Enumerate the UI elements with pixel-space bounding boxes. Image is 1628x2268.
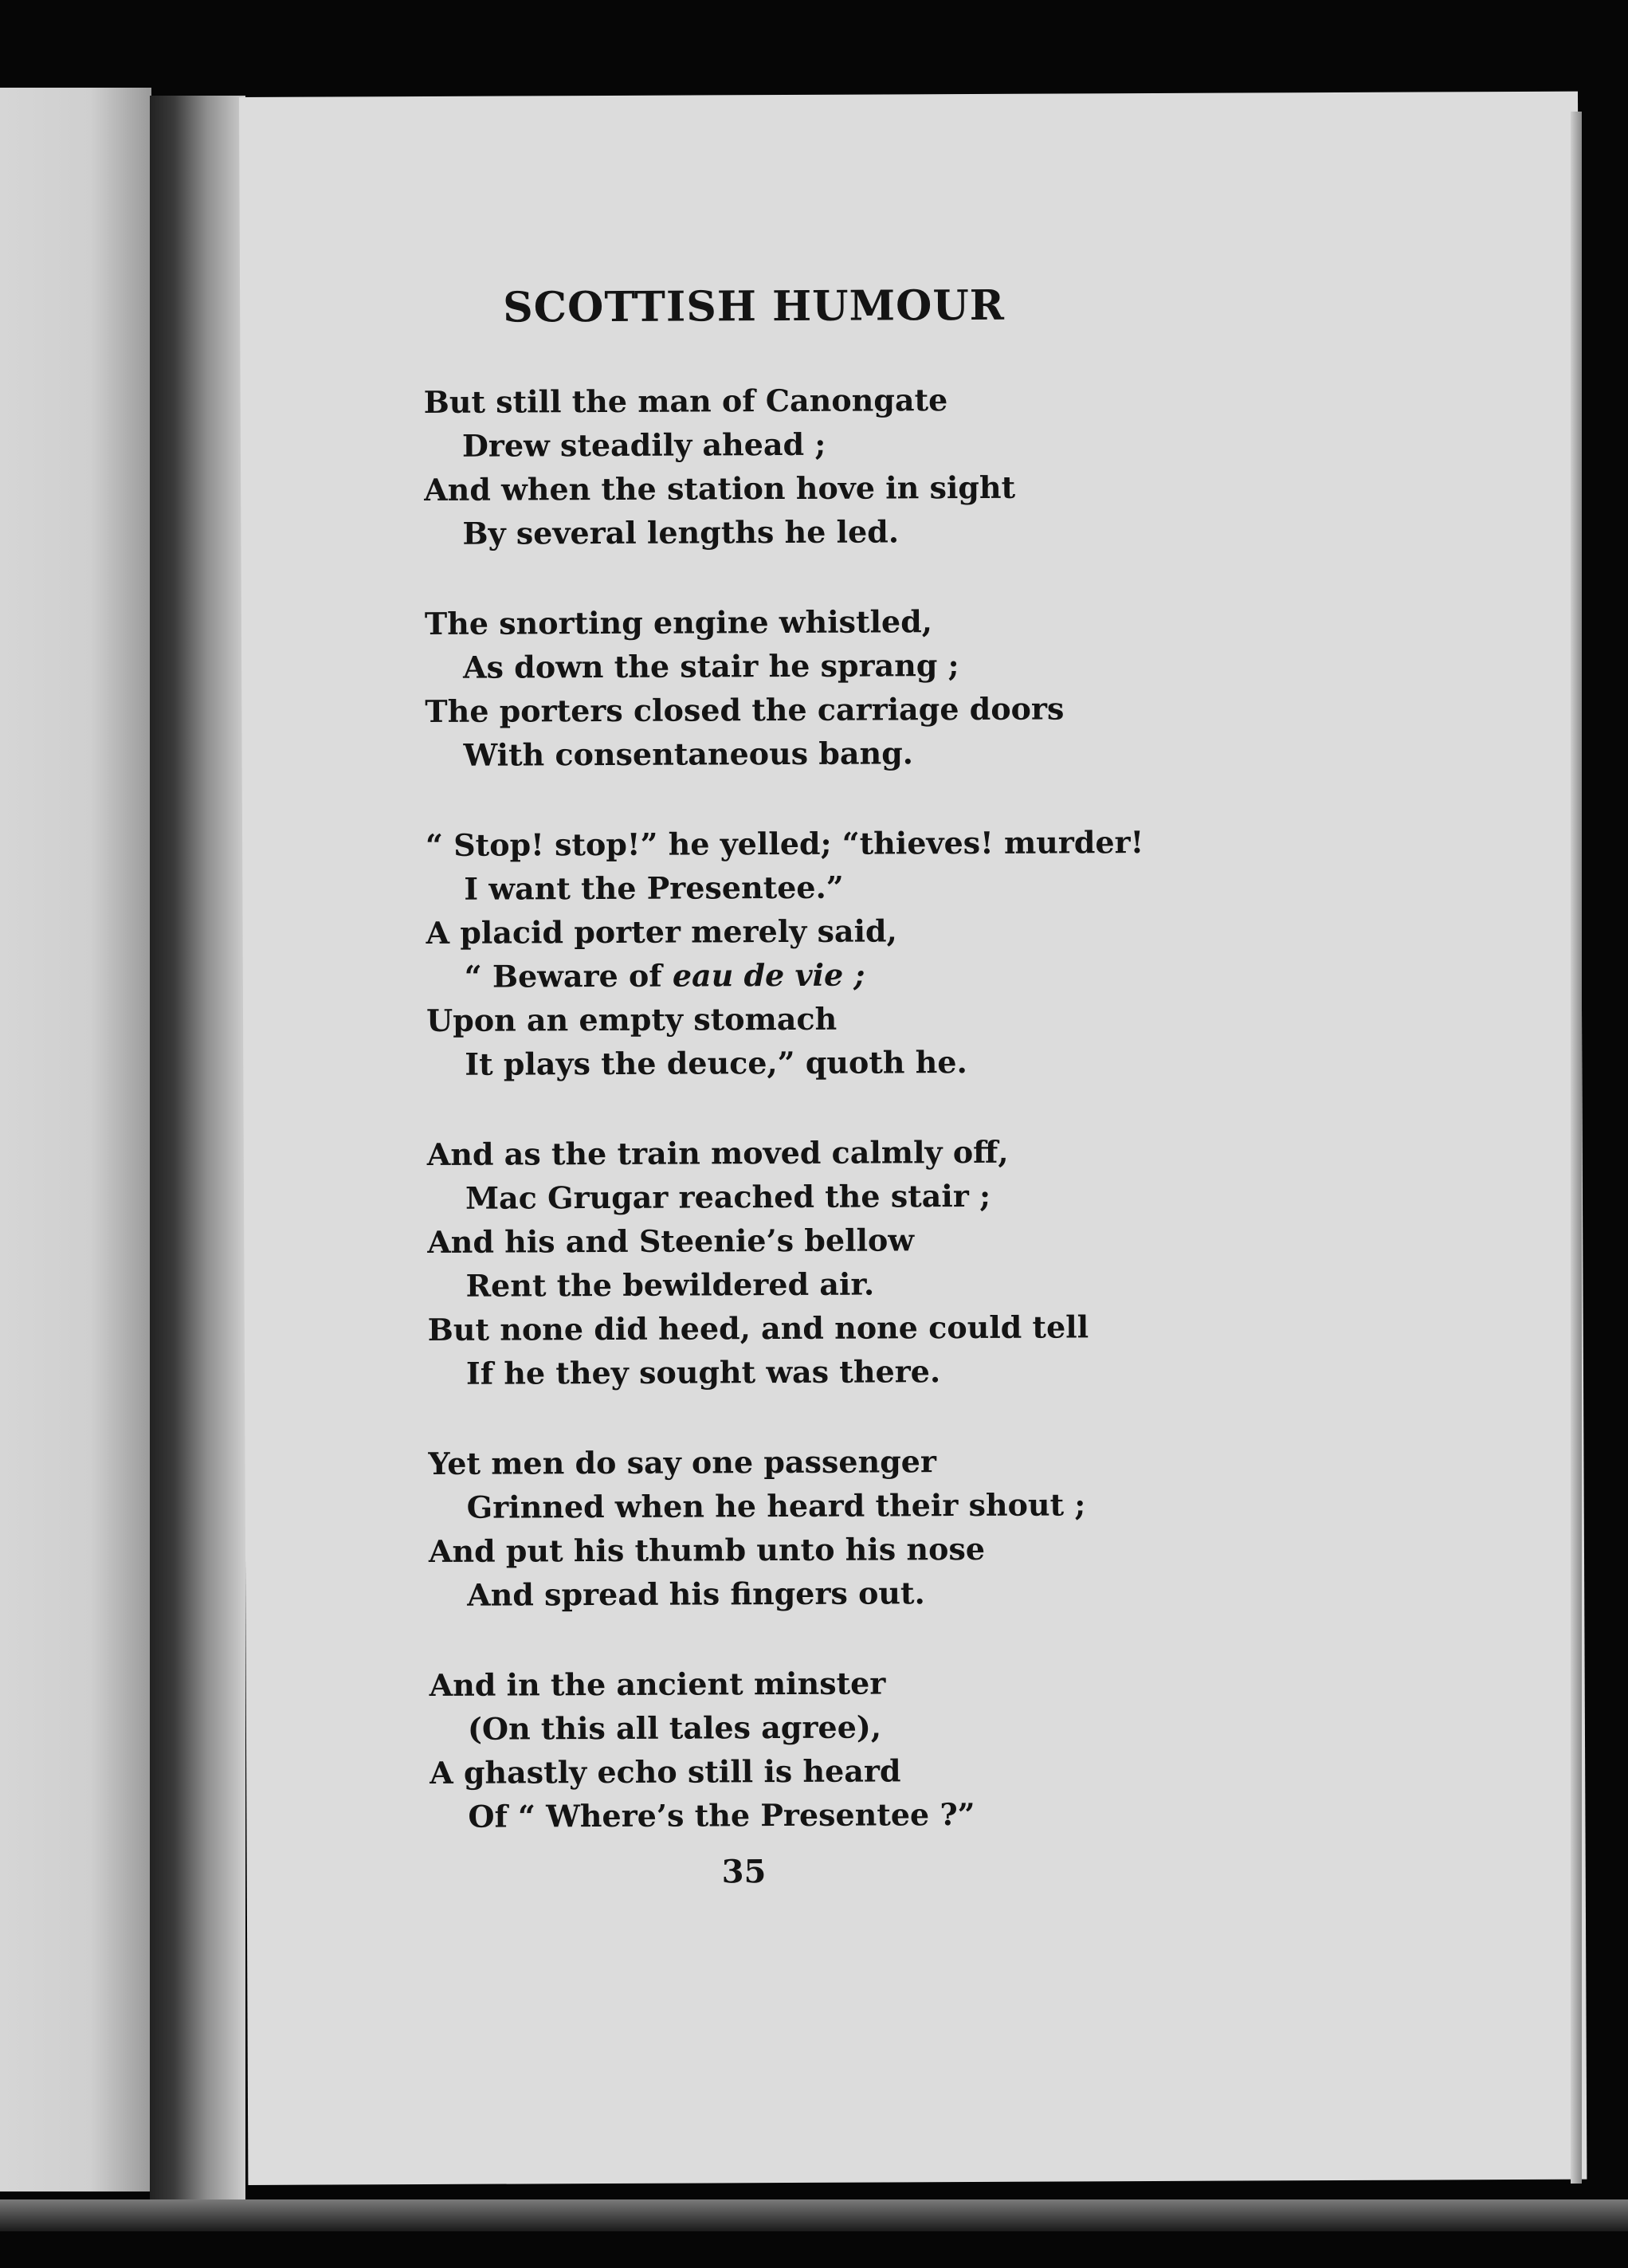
poem-line: With consentaneous bang. [463,735,914,773]
poem-line: And as the train moved calmly off, [426,1133,1009,1172]
poem-line: Drew steadily ahead ; [461,426,826,464]
poem-line: “ Stop! stop!” he yelled; “thieves! murder! [425,824,1144,863]
bottom-page-edge [0,2199,1628,2231]
poem-line: But none did heed, and none could tell [427,1309,1089,1348]
page-content [423,279,1466,1892]
poem-line: If he they sought was there. [465,1353,941,1391]
poem-line: By several lengths he led. [462,513,900,551]
poem-line: Grinned when he heard their shout ; [466,1486,1086,1525]
poem-line: Upon an empty stomach [426,1000,838,1038]
book-gutter-shadow [150,96,245,2207]
poem-line: And his and Steenie’s bellow [427,1222,915,1260]
poem-line: Yet men do say one passenger [428,1443,937,1481]
poem-line: Mac Grugar reached the stair ; [465,1177,991,1216]
poem-line: Rent the bewildered air. [465,1265,875,1304]
poem-line: Of “ Where’s the Presentee ?” [468,1795,975,1834]
stanza-5 [428,1437,1465,1617]
poem-line: As down the stair he sprang ; [463,647,959,685]
poem-line: The porters closed the carriage doors [425,690,1065,729]
running-head: SCOTTISH HUMOUR [503,281,1006,332]
poem-line: It plays the deuce,” quoth he. [465,1044,967,1082]
poem-line: The snorting engine whistled, [424,603,933,642]
poem-line-roman: “ Beware of [464,957,673,995]
poem-line: A ghastly echo still is heard [430,1752,901,1791]
poem-line [426,950,1462,999]
poem-line: And spread his fingers out. [467,1575,925,1613]
poem-line: A placid porter merely said, [426,912,897,951]
poem-line-italic: eau de vie ; [672,956,865,994]
page-number: 35 [721,1853,767,1891]
book-page [239,92,1587,2185]
right-page-edge [1571,112,1582,2184]
left-page-edge [0,88,151,2191]
stanza-3 [426,818,1462,1086]
poem-line: (On this all tales agree), [467,1709,882,1747]
poem-line: And when the station hove in sight [424,469,1016,508]
stanza-1 [424,375,1461,555]
stanza-6 [430,1658,1466,1838]
poem-line: But still the man of Canongate [423,382,948,420]
poem-line: And put his thumb unto his nose [428,1530,986,1569]
poem-line: I want the Presentee.” [464,869,844,907]
poem-line: And in the ancient minster [429,1665,886,1703]
stanza-2 [425,597,1461,777]
stanza-4 [427,1128,1464,1395]
